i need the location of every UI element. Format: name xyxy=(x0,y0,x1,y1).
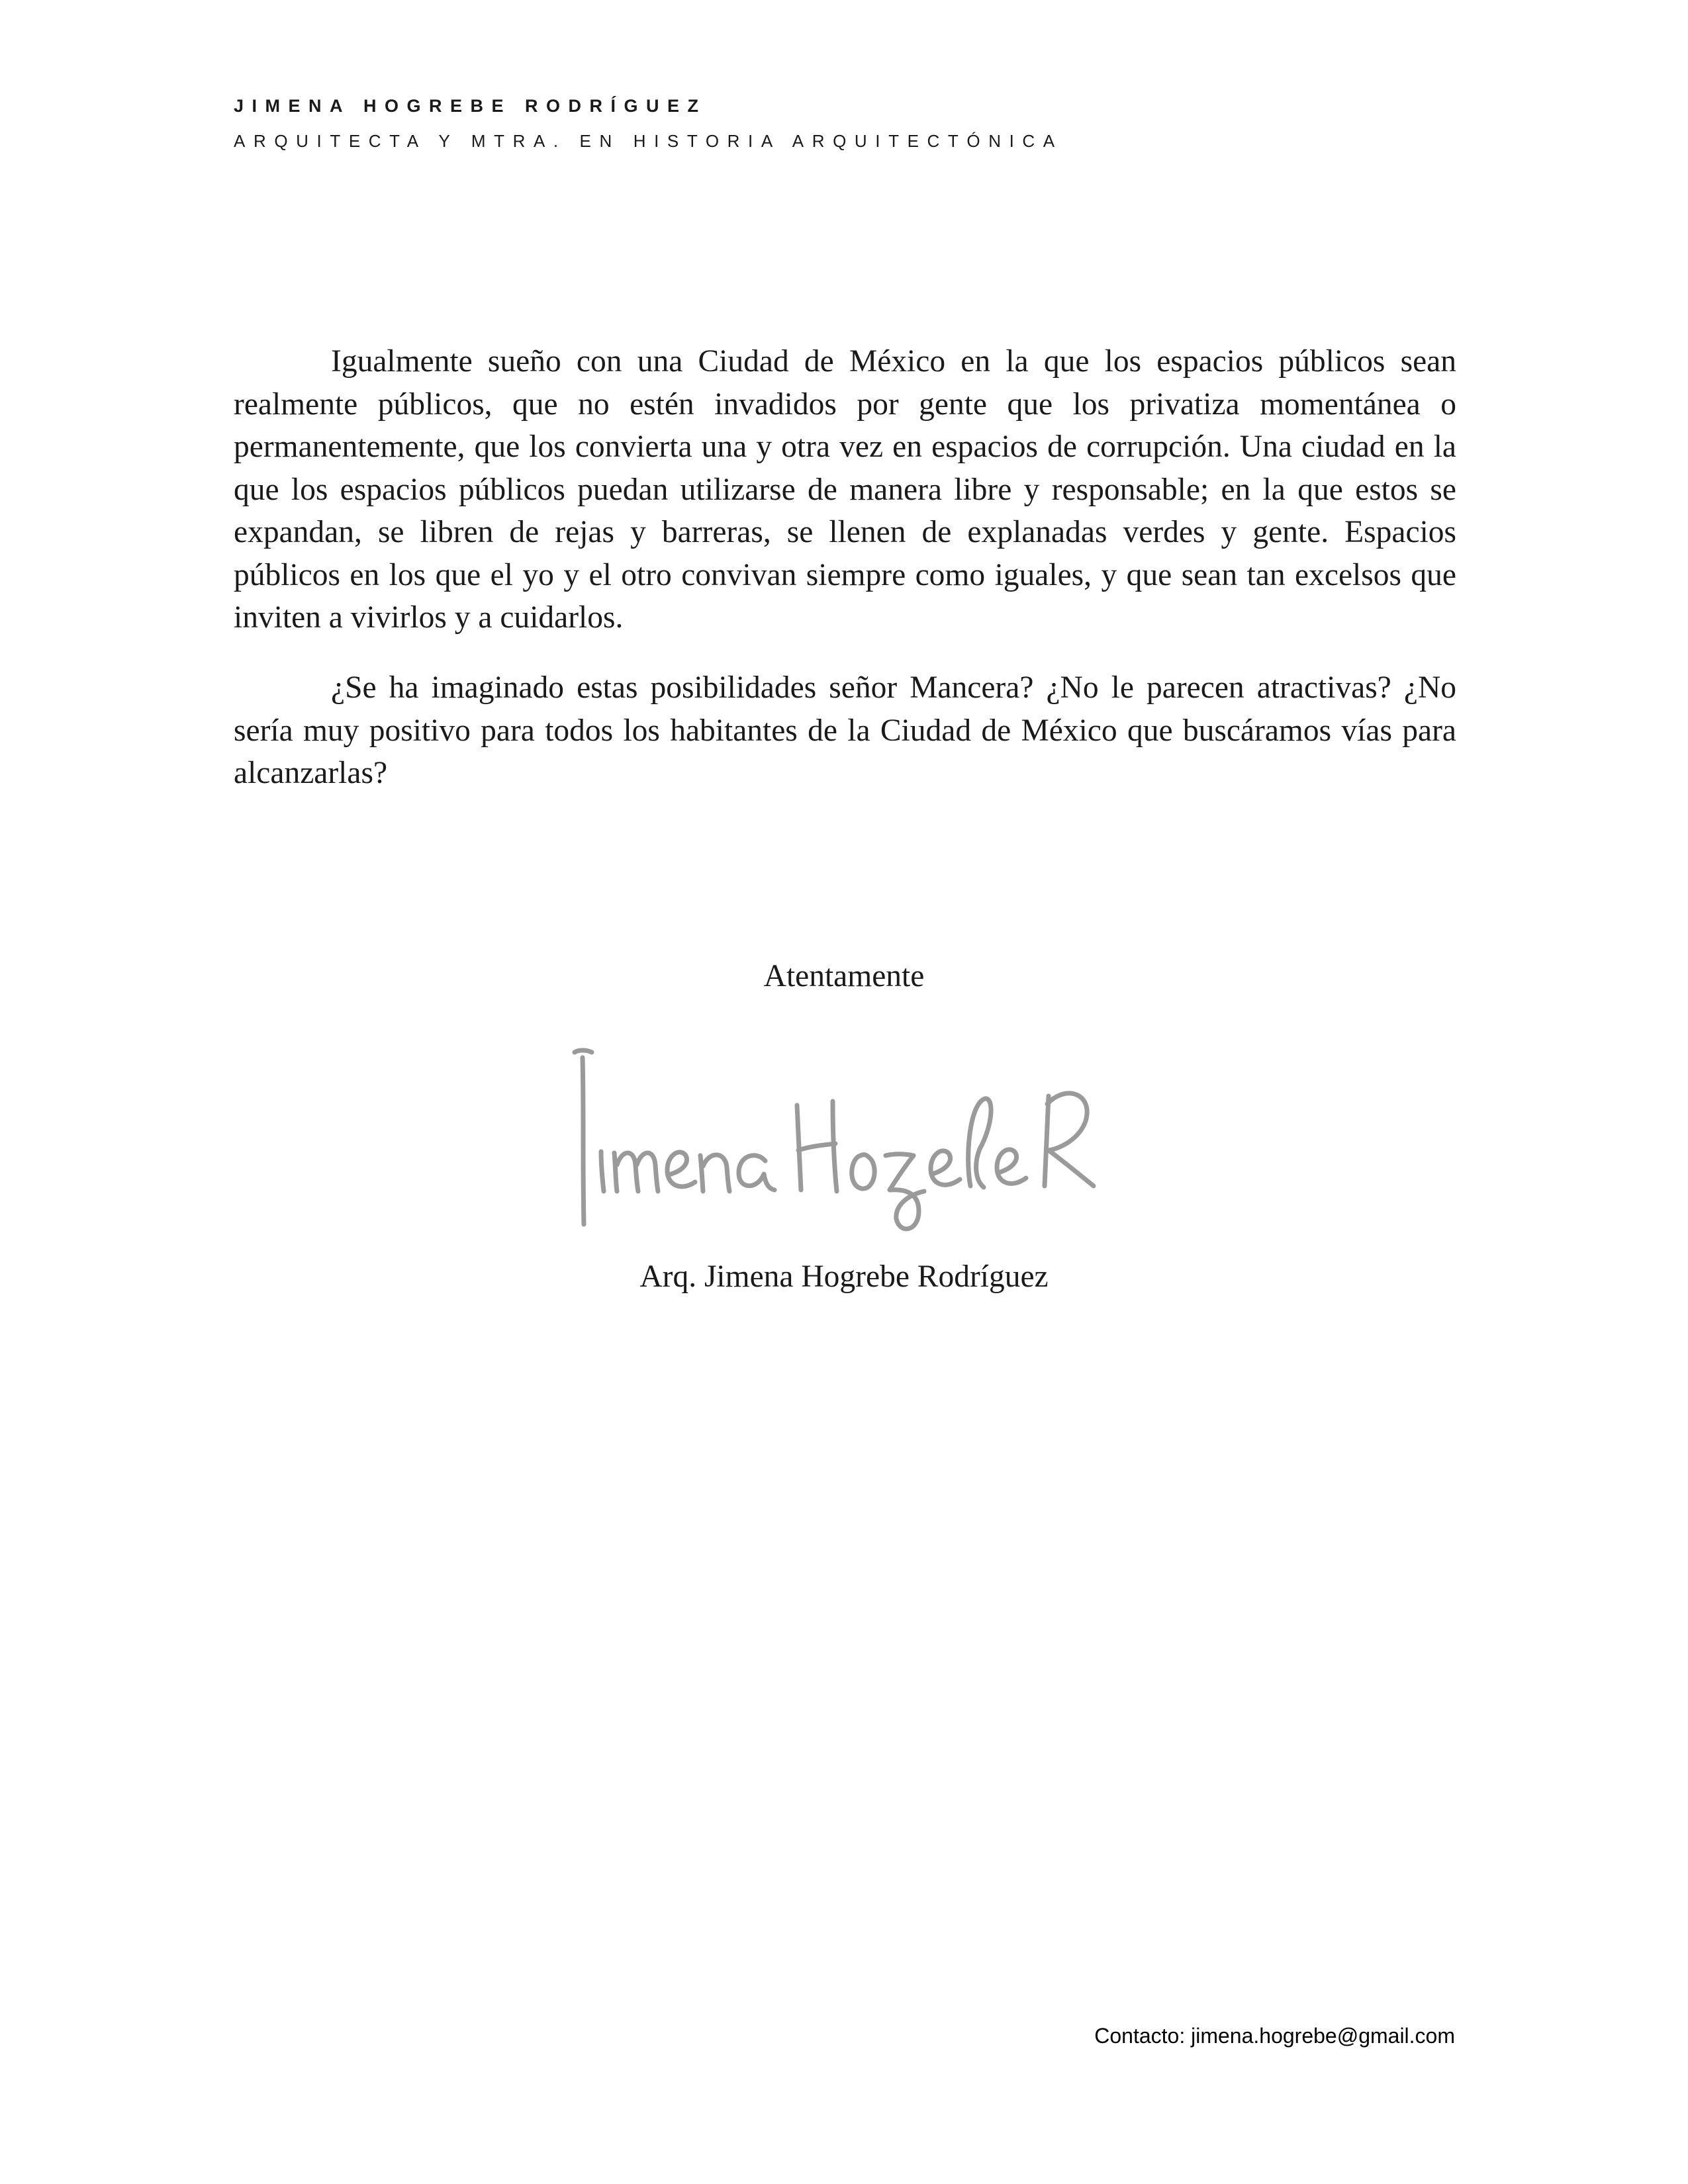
closing-salutation: Atentamente xyxy=(763,959,925,993)
contact-email: Contacto: jimena.hogrebe@gmail.com xyxy=(1094,2024,1455,2048)
letterhead-title: ARQUITECTA Y MTRA. EN HISTORIA ARQUITECTÓNICA xyxy=(234,131,1063,151)
letterhead-name: JIMENA HOGREBE RODRÍGUEZ xyxy=(234,96,707,116)
body-paragraph-2-text: ¿Se ha imaginado estas posibilidades señor Mancera? ¿No le parecen atractivas? ¿No sería muy positivo para todos los habitantes de la Ciudad de México que buscáramos vías para alcanzarlas? xyxy=(234,670,1456,790)
signer-name: Arq. Jimena Hogrebe Rodríguez xyxy=(639,1259,1049,1294)
handwritten-signature xyxy=(569,1032,1099,1251)
body-paragraph-1 xyxy=(234,340,1456,639)
body-paragraph-1-text: Igualmente sueño con una Ciudad de México en la que los espacios públicos sean realmente públicos, que no estén invadidos por gente que los privatiza momentánea o permanentemente, que los convierta una y otra vez en espacios de corrupción. Una ciudad en la que los espacios públicos puedan utilizarse de manera libre y responsable; en la que estos se expandan, se libren de rejas y barreras, se llenen de explanadas verdes y gente. Espacios públicos en los que el yo y el otro convivan siempre como iguales, y que sean tan excelsos que inviten a vivirlos y a cuidarlos. xyxy=(234,344,1456,635)
body-paragraph-2 xyxy=(234,666,1456,795)
